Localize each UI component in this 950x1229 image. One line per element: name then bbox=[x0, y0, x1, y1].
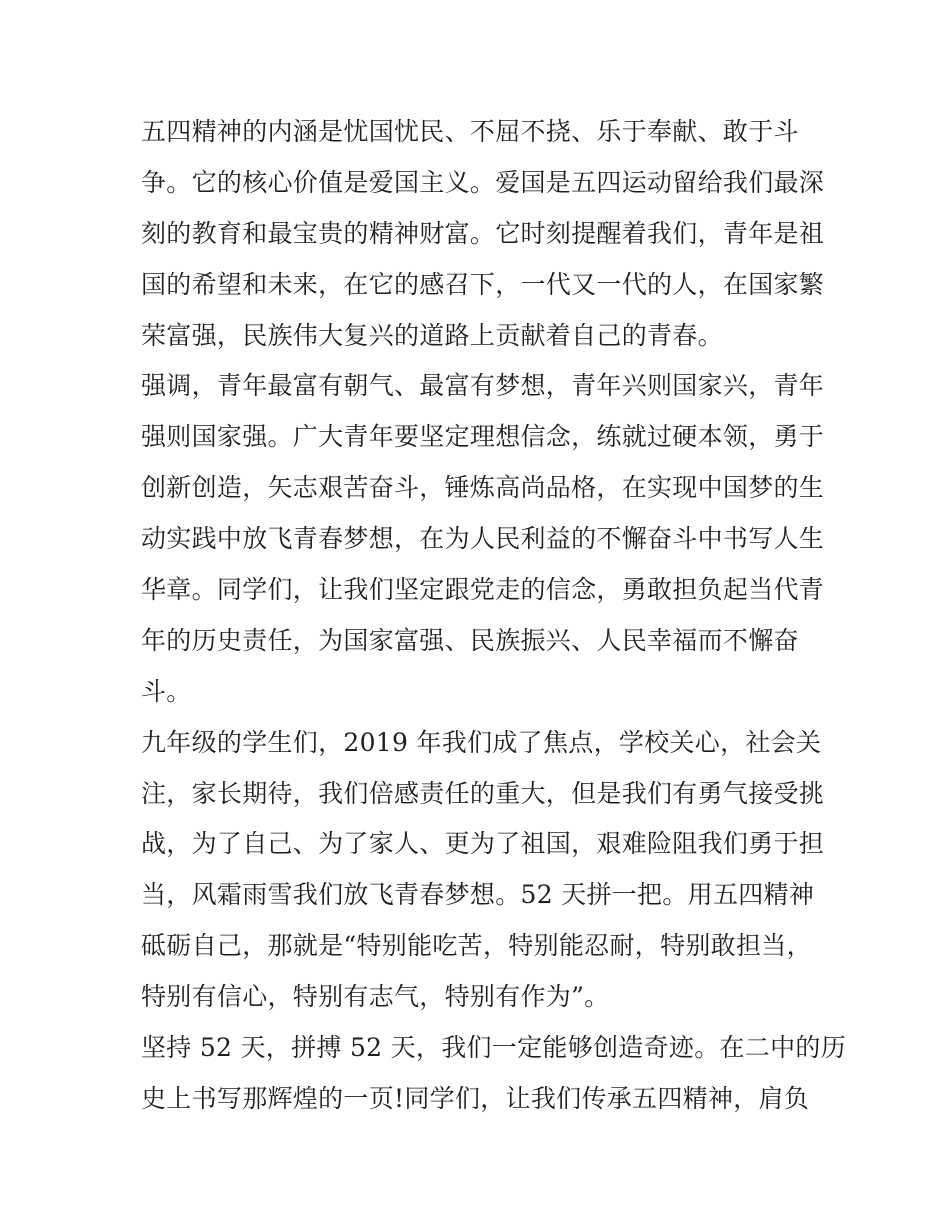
text-line: 争。它的核心价值是爱国主义。爱国是五四运动留给我们最深 bbox=[141, 167, 825, 197]
text-line: 年的历史责任，为国家富强、民族振兴、人民幸福而不懈奋 bbox=[141, 625, 799, 655]
text-line: 史上书写那辉煌的一页!同学们，让我们传承五四精神，肩负 bbox=[141, 1083, 810, 1113]
paragraph-4 bbox=[141, 1023, 847, 1125]
document-body bbox=[141, 107, 847, 1125]
text-line: 国的希望和未来，在它的感召下，一代又一代的人，在国家繁 bbox=[141, 269, 825, 299]
text-line: 华章。同学们，让我们坚定跟党走的信念，勇敢担负起当代青 bbox=[141, 575, 825, 605]
text-line: 九年级的学生们，2019 年我们成了焦点，学校关心，社会关 bbox=[141, 727, 822, 757]
text-line: 砥砺自己，那就是“特别能吃苦，特别能忍耐，特别敢担当， bbox=[141, 931, 812, 961]
text-line: 战，为了自己、为了家人、更为了祖国，艰难险阻我们勇于担 bbox=[141, 829, 825, 859]
text-line: 特别有信心，特别有志气，特别有作为”。 bbox=[141, 982, 610, 1012]
paragraph-1 bbox=[141, 107, 825, 361]
text-line: 强则国家强。广大青年要坚定理想信念，练就过硬本领，勇于 bbox=[141, 422, 825, 452]
paragraph-3 bbox=[141, 718, 825, 1023]
text-line: 当，风霜雨雪我们放飞青春梦想。52 天拼一把。用五四精神 bbox=[141, 880, 815, 910]
text-line: 斗。 bbox=[141, 676, 192, 706]
text-line: 刻的教育和最宝贵的精神财富。它时刻提醒着我们，青年是祖 bbox=[141, 218, 825, 248]
text-line: 注，家长期待，我们倍感责任的重大，但是我们有勇气接受挑 bbox=[141, 778, 825, 808]
text-line: 强调，青年最富有朝气、最富有梦想，青年兴则国家兴，青年 bbox=[141, 371, 825, 401]
paragraph-2 bbox=[141, 361, 825, 717]
text-line: 坚持 52 天，拼搏 52 天，我们一定能够创造奇迹。在二中的历 bbox=[141, 1033, 847, 1063]
text-line: 动实践中放飞青春梦想，在为人民利益的不懈奋斗中书写人生 bbox=[141, 524, 825, 554]
text-line: 荣富强，民族伟大复兴的道路上贡献着自己的青春。 bbox=[141, 320, 723, 350]
text-line: 创新创造，矢志艰苦奋斗，锤炼高尚品格，在实现中国梦的生 bbox=[141, 473, 825, 503]
text-line: 五四精神的内涵是忧国忧民、不屈不挠、乐于奉献、敢于斗 bbox=[141, 117, 799, 146]
